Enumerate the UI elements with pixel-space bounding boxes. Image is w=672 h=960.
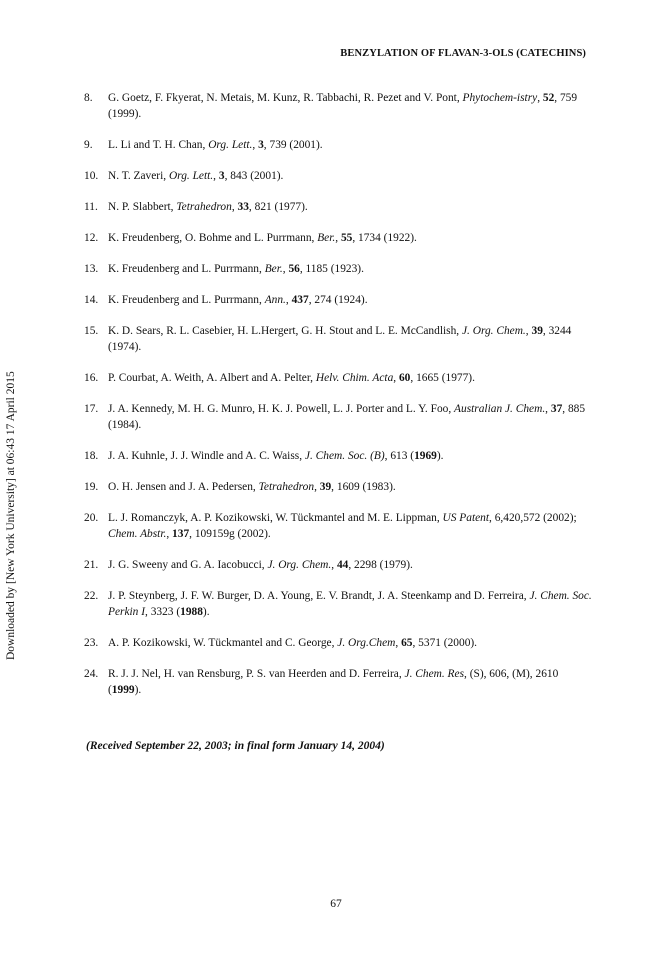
reference-journal: Chem. Abstr.	[108, 528, 167, 540]
reference-journal: Phytochem-istry	[462, 92, 538, 104]
reference-segment: K. Freudenberg and L. Purrmann,	[108, 294, 265, 306]
reference-segment: ,	[395, 637, 402, 649]
reference-text	[108, 370, 594, 386]
reference-segment: ,	[166, 528, 173, 540]
reference-segment: O. H. Jensen and J. A. Pedersen,	[108, 481, 259, 493]
reference-volume: 3	[218, 170, 225, 182]
download-watermark	[2, 110, 22, 670]
reference-number: 19.	[84, 481, 99, 493]
reference-segment: J. G. Sweeny and G. A. Iacobucci,	[108, 559, 268, 571]
reference-segment: , 1734 (1922).	[352, 232, 417, 244]
reference-segment: ,	[537, 92, 543, 104]
reference-segment: ,	[335, 232, 341, 244]
reference-text	[108, 137, 594, 153]
reference-segment: , 6,420,572 (2002);	[489, 512, 577, 524]
reference-number: 13.	[84, 263, 99, 275]
reference-segment: , 5371 (2000).	[412, 637, 478, 649]
reference-journal: J. Org.Chem	[337, 637, 396, 649]
reference-journal: J. Chem. Soc. Perkin I	[108, 590, 592, 618]
reference-segment: , 274 (1924).	[308, 294, 368, 306]
reference-volume: 1988	[180, 606, 203, 618]
reference-text	[108, 479, 594, 495]
reference-journal: J. Chem. Res	[404, 668, 464, 680]
reference-segment: ,	[213, 170, 219, 182]
reference-number: 23.	[84, 637, 99, 649]
reference-volume: 3	[258, 139, 264, 151]
reference-volume: 1969	[414, 450, 437, 462]
reference-item	[84, 168, 594, 184]
reference-text	[108, 168, 594, 184]
reference-text	[108, 292, 594, 308]
reference-text	[108, 323, 594, 355]
reference-text	[108, 557, 594, 573]
reference-item	[84, 370, 594, 386]
reference-item	[84, 199, 594, 215]
reference-segment: ,	[525, 325, 532, 337]
reference-item	[84, 90, 594, 122]
reference-journal: Ber.	[264, 263, 283, 275]
reference-segment: , 2298 (1979).	[348, 559, 413, 571]
reference-text	[108, 510, 594, 542]
reference-segment: ).	[202, 606, 210, 618]
reference-segment: ).	[436, 450, 444, 462]
reference-volume: 437	[291, 294, 309, 306]
reference-number: 11.	[84, 201, 98, 213]
reference-segment: , 3323 (	[145, 606, 181, 618]
reference-number: 18.	[84, 450, 99, 462]
reference-number: 10.	[84, 170, 99, 182]
reference-segment: , 613 (	[384, 450, 415, 462]
reference-segment: A. P. Kozikowski, W. Tückmantel and C. George,	[108, 637, 338, 649]
reference-text	[108, 199, 594, 215]
reference-volume: 44	[336, 559, 349, 571]
running-head: BENZYLATION OF FLAVAN-3-OLS (CATECHINS)	[340, 48, 586, 59]
reference-item	[84, 261, 594, 277]
reference-segment: , 821 (1977).	[248, 201, 308, 213]
reference-item	[84, 635, 594, 651]
reference-segment: ,	[285, 294, 292, 306]
reference-volume: 55	[340, 232, 353, 244]
reference-item	[84, 666, 594, 698]
reference-segment: , 843 (2001).	[224, 170, 284, 182]
reference-volume: 33	[237, 201, 249, 213]
reference-item	[84, 323, 594, 355]
reference-segment: K. Freudenberg and L. Purrmann,	[108, 263, 265, 275]
reference-journal: Org. Lett.	[168, 170, 214, 182]
reference-volume: 39	[319, 481, 332, 493]
reference-segment: ,	[252, 139, 259, 151]
reference-segment: J. A. Kennedy, M. H. G. Munro, H. K. J. Powell, L. J. Porter and L. Y. Foo,	[108, 403, 455, 415]
reference-number: 15.	[84, 325, 99, 337]
reference-journal: Helv. Chim. Acta	[315, 372, 394, 384]
reference-text	[108, 230, 594, 246]
reference-volume: 65	[401, 637, 413, 649]
reference-journal: J. Org. Chem.	[267, 559, 332, 571]
reference-segment: ,	[314, 481, 320, 493]
reference-journal: Ann.	[264, 294, 286, 306]
reference-text	[108, 401, 594, 433]
reference-item	[84, 588, 594, 620]
reference-list	[84, 90, 594, 713]
reference-segment: , 109159g (2002).	[189, 528, 271, 540]
reference-item	[84, 292, 594, 308]
reference-item	[84, 401, 594, 433]
reference-text	[108, 588, 594, 620]
reference-segment: , 3244 (1974).	[108, 325, 572, 353]
reference-volume: 56	[288, 263, 300, 275]
reference-segment: , (S), 606, (M), 2610 (	[108, 668, 559, 696]
reference-segment: ,	[282, 263, 289, 275]
reference-journal: J. Chem. Soc. (B)	[304, 450, 385, 462]
reference-segment: , 885 (1984).	[108, 403, 586, 431]
reference-segment: ,	[545, 403, 551, 415]
reference-volume: 137	[172, 528, 190, 540]
reference-segment: L. J. Romanczyk, A. P. Kozikowski, W. Tückmantel and M. E. Lippman,	[108, 512, 443, 524]
reference-text	[108, 261, 594, 277]
reference-segment: , 1609 (1983).	[331, 481, 396, 493]
reference-segment: ,	[231, 201, 238, 213]
reference-volume: 1999	[111, 684, 135, 696]
reference-segment: ).	[134, 684, 142, 696]
reference-journal: Tetrahedron	[258, 481, 315, 493]
reference-segment: , 1665 (1977).	[410, 372, 475, 384]
reference-journal: US Patent	[442, 512, 490, 524]
reference-journal: Australian J. Chem.	[454, 403, 546, 415]
reference-segment: , 759 (1999).	[108, 92, 578, 120]
reference-journal: Ber.	[317, 232, 336, 244]
reference-segment: ,	[331, 559, 337, 571]
reference-segment: R. J. J. Nel, H. van Rensburg, P. S. van Heerden and D. Ferreira,	[108, 668, 405, 680]
reference-item	[84, 479, 594, 495]
reference-text	[108, 635, 594, 651]
download-watermark-text: Downloaded by [New York University] at 06:43 17 April 2015	[5, 371, 17, 660]
reference-journal: Org. Lett.	[208, 139, 253, 151]
reference-item	[84, 448, 594, 464]
reference-volume: 60	[398, 372, 411, 384]
reference-number: 22.	[84, 590, 99, 602]
reference-segment: N. T. Zaveri,	[108, 170, 169, 182]
received-date-note: (Received September 22, 2003; in final form January 14, 2004)	[86, 740, 385, 752]
reference-number: 16.	[84, 372, 99, 384]
reference-segment: K. D. Sears, R. L. Casebier, H. L.Hergert, G. H. Stout and L. E. McCandlish,	[108, 325, 462, 337]
reference-number: 12.	[84, 232, 99, 244]
reference-segment: , 739 (2001).	[263, 139, 323, 151]
reference-text	[108, 448, 594, 464]
reference-number: 17.	[84, 403, 99, 415]
reference-segment: G. Goetz, F. Fkyerat, N. Metais, M. Kunz, R. Tabbachi, R. Pezet and V. Pont,	[108, 92, 463, 104]
reference-number: 24.	[84, 668, 99, 680]
reference-volume: 39	[531, 325, 543, 337]
reference-segment: K. Freudenberg, O. Bohme and L. Purrmann,	[108, 232, 318, 244]
reference-item	[84, 230, 594, 246]
reference-journal: Tetrahedron	[176, 201, 232, 213]
reference-segment: J. A. Kuhnle, J. J. Windle and A. C. Waiss,	[108, 450, 305, 462]
reference-volume: 37	[550, 403, 563, 415]
reference-item	[84, 137, 594, 153]
reference-number: 8.	[84, 92, 93, 104]
reference-segment: P. Courbat, A. Weith, A. Albert and A. Pelter,	[108, 372, 316, 384]
reference-number: 14.	[84, 294, 99, 306]
reference-item	[84, 557, 594, 573]
reference-number: 20.	[84, 512, 99, 524]
page-number: 67	[330, 898, 342, 910]
reference-volume: 52	[542, 92, 555, 104]
reference-text	[108, 666, 594, 698]
reference-number: 9.	[84, 139, 93, 151]
reference-item	[84, 510, 594, 542]
reference-segment: , 1185 (1923).	[299, 263, 364, 275]
reference-segment: ,	[393, 372, 399, 384]
reference-segment: L. Li and T. H. Chan,	[108, 139, 209, 151]
reference-text	[108, 90, 594, 122]
reference-segment: J. P. Steynberg, J. F. W. Burger, D. A. Young, E. V. Brandt, J. A. Steenkamp and D. Ferreira,	[108, 590, 530, 602]
reference-number: 21.	[84, 559, 99, 571]
reference-journal: J. Org. Chem.	[461, 325, 526, 337]
reference-segment: N. P. Slabbert,	[108, 201, 177, 213]
